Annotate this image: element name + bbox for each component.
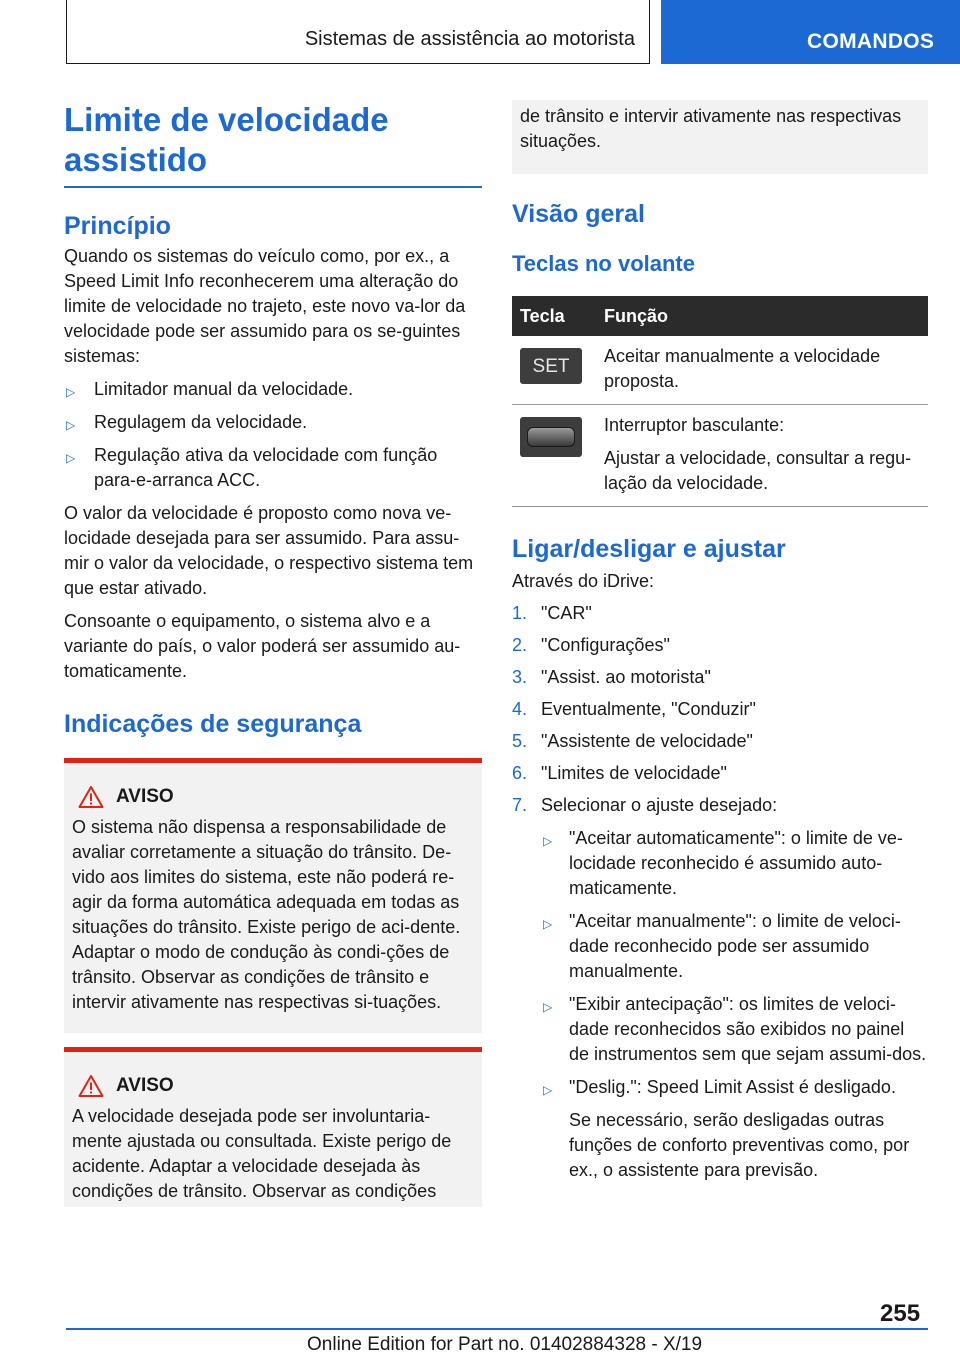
left-column bbox=[64, 100, 482, 1207]
table-header-row bbox=[512, 296, 928, 336]
list-item: ▷ "Aceitar manualmente": o limite de veloci-dade reconhecido pode ser assumido manualmente. bbox=[543, 911, 901, 981]
function-cell: Aceitar manualmente a velocidade proposta. bbox=[596, 336, 928, 405]
rocker-switch-icon bbox=[520, 417, 582, 457]
list-item: 1. "CAR" bbox=[512, 603, 592, 623]
edition-note: Online Edition for Part no. 01402884328 - X/19 bbox=[307, 1334, 703, 1355]
column-header: Função bbox=[596, 296, 928, 336]
warning-header bbox=[78, 785, 474, 809]
triangle-bullet-icon: ▷ bbox=[66, 385, 76, 399]
key-cell bbox=[512, 336, 596, 405]
triangle-bullet-icon: ▷ bbox=[66, 451, 76, 465]
intro-paragraph: Quando os sistemas do veículo como, por ex., a Speed Limit Info reconhecerem uma alteração do limite de velocidade no trajeto, este novo va-lor da velocidade pode ser assumido para os se-guintes sistemas: bbox=[64, 246, 466, 366]
section-title: Sistemas de assistência ao motorista bbox=[304, 28, 635, 50]
list-item: 7. Selecionar o ajuste desejado: ▷ "Aceitar automaticamente": o limite de ve-locidade reconhecido é assumido auto-maticamente. ▷ "Aceitar manualmente": o limite de veloci-dade reconhecido pode ser assumido manualmente. ▷ "Exibir antecipação": os limites de veloci-dade reconhecidos são exibidos no painel de instrumentos sem que sejam assumi-dos. ▷ "Deslig.": Speed Limit Assist é desligado. Se necessário, serão desligadas outras funções de conforto preventivas como, por ex., o assistente para previsão. bbox=[512, 793, 928, 1183]
list-item: 2. "Configurações" bbox=[512, 635, 670, 655]
steps-list bbox=[512, 601, 928, 1183]
chapter-tab[interactable] bbox=[661, 0, 960, 64]
onoff-heading: Ligar/desligar e ajustar bbox=[512, 535, 786, 563]
paragraph: O valor da velocidade é proposto como nova ve-locidade desejada para ser assumido. Para assu-mir o valor da velocidade, o respectivo sistema tem que estar ativado. bbox=[64, 503, 474, 598]
warning-continuation bbox=[512, 100, 928, 174]
page-title: Limite de velocidade assistido bbox=[64, 100, 482, 188]
function-title: Interruptor basculante: bbox=[604, 415, 785, 435]
warning-text: A velocidade desejada pode ser involuntaria-mente ajustada ou consultada. Existe perigo de acidente. Adaptar a velocidade desejada às condições de trânsito. Observar as condições bbox=[72, 1106, 452, 1201]
keys-heading: Teclas no volante bbox=[512, 251, 695, 276]
right-column bbox=[512, 100, 928, 1183]
warning-text: O sistema não dispensa a responsabilidade de avaliar corretamente a situação do trânsito. De-vido aos limites do sistema, este não poderá re-agir da forma automática adequada em todas as situações do trânsito. Existe perigo de aci-dente. Adaptar o modo de condução às condi-ções de trânsito. Observar as condições de trânsito e intervir ativamente nas respectivas si-tuações. bbox=[72, 817, 461, 1012]
keys-table bbox=[512, 296, 928, 507]
footer-divider bbox=[66, 1328, 928, 1330]
warning-label: AVISO bbox=[116, 786, 174, 807]
overview-heading: Visão geral bbox=[512, 200, 645, 228]
option-note: Se necessário, serão desligadas outras funções de conforto preventivas como, por ex., o assistente para previsão. bbox=[569, 1110, 910, 1180]
list-item: 3. "Assist. ao motorista" bbox=[512, 667, 711, 687]
principle-heading: Princípio bbox=[64, 212, 171, 240]
triangle-bullet-icon: ▷ bbox=[543, 1000, 553, 1014]
safety-heading: Indicações de segurança bbox=[64, 710, 362, 738]
triangle-bullet-icon: ▷ bbox=[543, 1083, 553, 1097]
warning-triangle-icon bbox=[78, 785, 104, 809]
list-item: ▷ Regulagem da velocidade. bbox=[64, 410, 482, 435]
warning-box bbox=[64, 1047, 482, 1207]
column-header: Tecla bbox=[512, 296, 596, 336]
table-row bbox=[512, 405, 928, 507]
key-cell bbox=[512, 405, 596, 507]
function-cell bbox=[596, 405, 928, 507]
triangle-bullet-icon: ▷ bbox=[543, 917, 553, 931]
list-item: 4. Eventualmente, "Conduzir" bbox=[512, 699, 756, 719]
warning-text: de trânsito e intervir ativamente nas respectivas situações. bbox=[520, 106, 902, 151]
options-list bbox=[541, 826, 928, 1183]
warning-triangle-icon bbox=[78, 1074, 104, 1098]
systems-list bbox=[64, 377, 482, 493]
warning-box bbox=[64, 758, 482, 1033]
triangle-bullet-icon: ▷ bbox=[543, 834, 553, 848]
header-frame bbox=[66, 0, 650, 64]
list-item: ▷ "Deslig.": Speed Limit Assist é desligado. Se necessário, serão desligadas outras funções de conforto preventivas como, por ex., o assistente para previsão. bbox=[541, 1075, 928, 1183]
warning-header bbox=[78, 1074, 474, 1098]
paragraph: Consoante o equipamento, o sistema alvo e a variante do país, o valor poderá ser assumido au-tomaticamente. bbox=[64, 611, 461, 681]
triangle-bullet-icon: ▷ bbox=[66, 418, 76, 432]
chapter-tab-label: COMANDOS bbox=[807, 30, 935, 53]
set-button-icon: SET bbox=[520, 348, 582, 384]
list-item: 5. "Assistente de velocidade" bbox=[512, 731, 753, 751]
list-item: ▷ Regulação ativa da velocidade com função para-e-arranca ACC. bbox=[66, 445, 438, 490]
list-item: ▷ "Aceitar automaticamente": o limite de ve-locidade reconhecido é assumido auto-maticamente. bbox=[543, 828, 903, 898]
function-detail: Ajustar a velocidade, consultar a regu-lação da velocidade. bbox=[604, 448, 912, 493]
list-item: ▷ Limitador manual da velocidade. bbox=[64, 377, 482, 402]
page-number: 255 bbox=[880, 1300, 921, 1327]
via-idrive: Através do iDrive: bbox=[512, 571, 655, 591]
list-item: 6. "Limites de velocidade" bbox=[512, 763, 727, 783]
list-item: ▷ "Exibir antecipação": os limites de veloci-dade reconhecidos são exibidos no painel de instrumentos sem que sejam assumi-dos. bbox=[543, 994, 927, 1064]
warning-label: AVISO bbox=[116, 1075, 174, 1096]
table-row bbox=[512, 336, 928, 405]
